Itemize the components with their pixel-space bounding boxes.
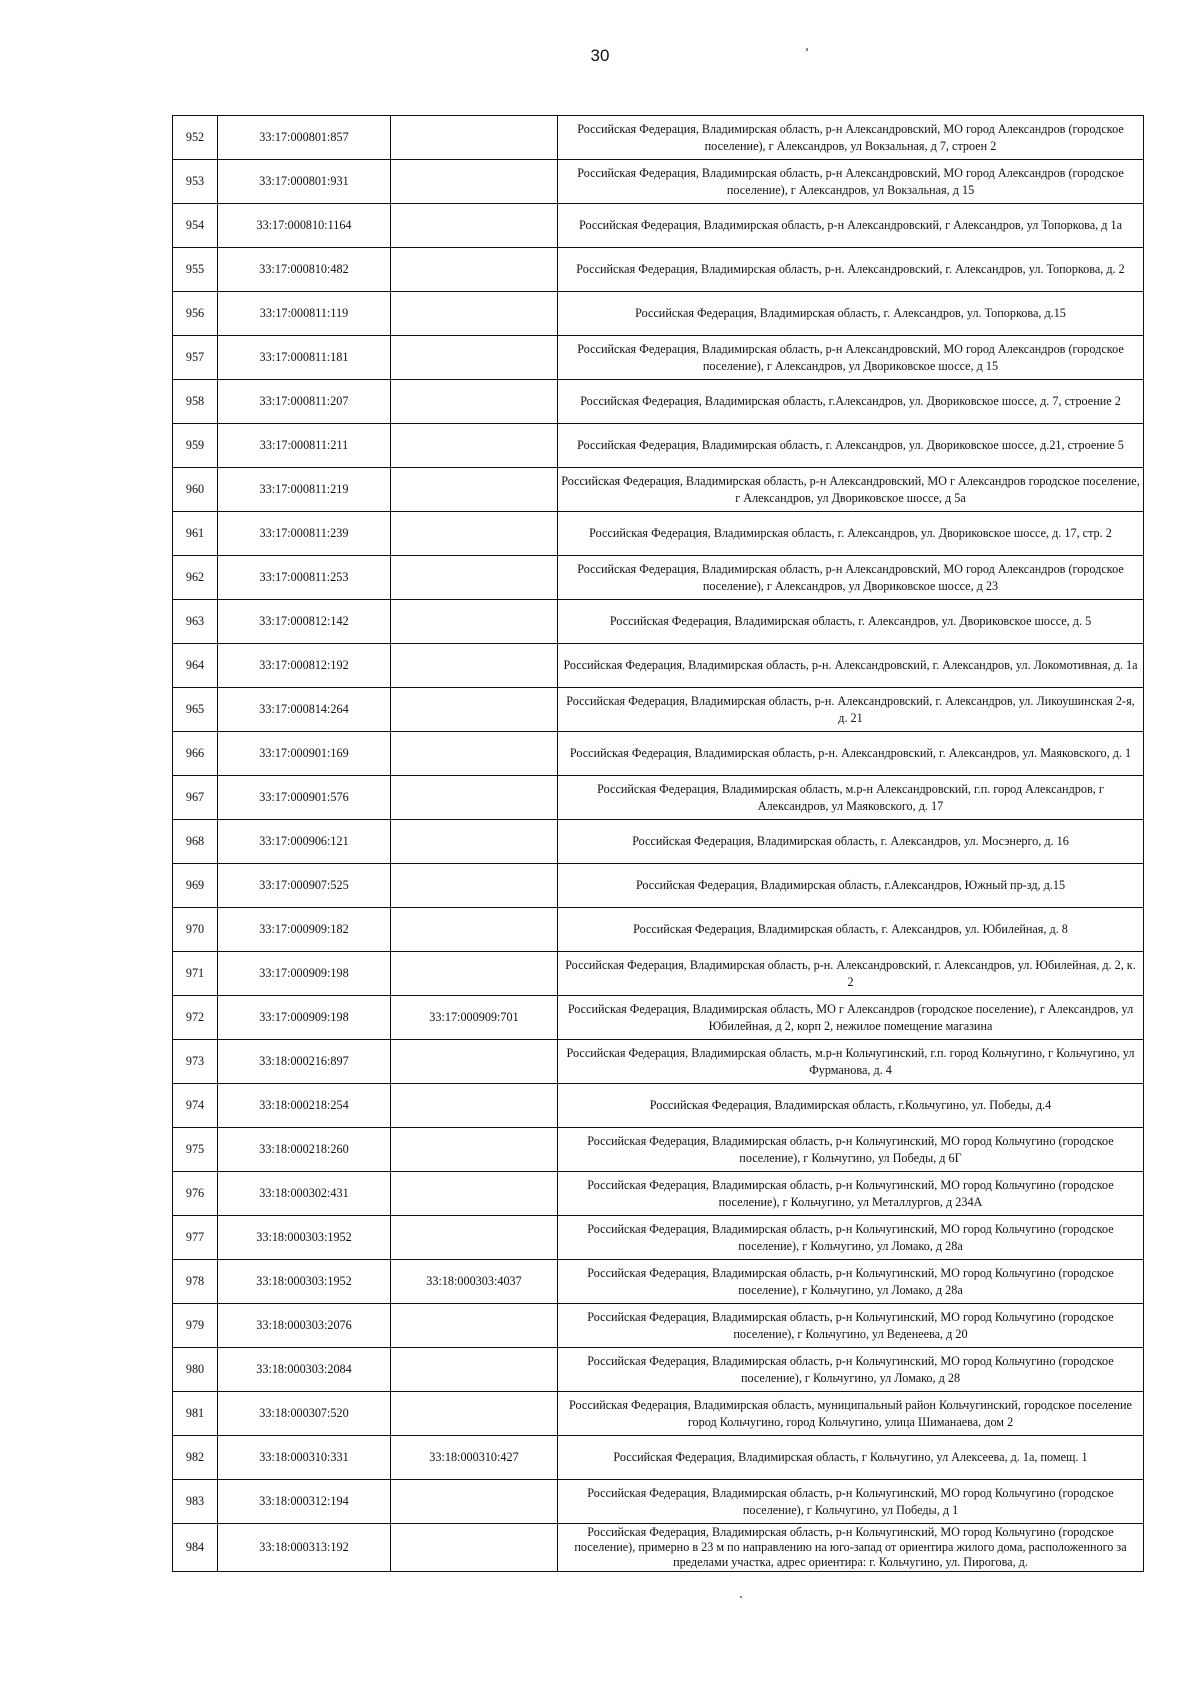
- address: Российская Федерация, Владимирская область, г. Александров, ул. Топоркова, д.15: [558, 292, 1144, 336]
- sub-cadastral-number: [391, 864, 558, 908]
- row-number: 954: [173, 204, 218, 248]
- table-row: [173, 732, 1144, 776]
- sub-cadastral-number: [391, 952, 558, 996]
- address: Российская Федерация, Владимирская область, р-н Александровский, МО город Александров (городское поселение), г Александров, ул Двориковское шоссе, д 23: [558, 556, 1144, 600]
- cadastral-number: 33:17:000811:219: [218, 468, 391, 512]
- cadastral-number: 33:18:000303:1952: [218, 1260, 391, 1304]
- table-row: [173, 336, 1144, 380]
- table-row: [173, 644, 1144, 688]
- address: Российская Федерация, Владимирская область, г Кольчугино, ул Алексеева, д. 1а, помещ. 1: [558, 1436, 1144, 1480]
- address: Российская Федерация, Владимирская область, г. Александров, ул. Двориковское шоссе, д. 5: [558, 600, 1144, 644]
- sub-cadastral-number: [391, 688, 558, 732]
- cadastral-number: 33:17:000811:181: [218, 336, 391, 380]
- row-number: 974: [173, 1084, 218, 1128]
- table-row: [173, 1304, 1144, 1348]
- sub-cadastral-number: [391, 1172, 558, 1216]
- sub-cadastral-number: [391, 380, 558, 424]
- address: Российская Федерация, Владимирская область, р-н Кольчугинский, МО город Кольчугино (городское поселение), примерно в 23 м по направлению на юго-запад от ориентира жилого дома, расположенного за пределами участка, адрес ориентира: г. Кольчугино, ул. Пирогова, д.: [558, 1524, 1144, 1572]
- sub-cadastral-number: [391, 292, 558, 336]
- cadastral-number: 33:17:000909:198: [218, 996, 391, 1040]
- sub-cadastral-number: [391, 248, 558, 292]
- cadastral-number: 33:17:000811:207: [218, 380, 391, 424]
- cadastral-number: 33:17:000811:239: [218, 512, 391, 556]
- address: Российская Федерация, Владимирская область, р-н Кольчугинский, МО город Кольчугино (городское поселение), г Кольчугино, ул Ломако, д 28а: [558, 1216, 1144, 1260]
- row-number: 975: [173, 1128, 218, 1172]
- row-number: 961: [173, 512, 218, 556]
- address: Российская Федерация, Владимирская область, м.р-н Кольчугинский, г.п. город Кольчугино, г Кольчугино, ул Фурманова, д. 4: [558, 1040, 1144, 1084]
- address: Российская Федерация, Владимирская область, МО г Александров (городское поселение), г Александров, ул Юбилейная, д 2, корп 2, нежилое помещение магазина: [558, 996, 1144, 1040]
- sub-cadastral-number: [391, 776, 558, 820]
- row-number: 970: [173, 908, 218, 952]
- table-row: [173, 1040, 1144, 1084]
- row-number: 952: [173, 116, 218, 160]
- row-number: 972: [173, 996, 218, 1040]
- sub-cadastral-number: [391, 820, 558, 864]
- table-row: [173, 512, 1144, 556]
- cadastral-number: 33:17:000909:182: [218, 908, 391, 952]
- cadastral-number: 33:17:000812:192: [218, 644, 391, 688]
- sub-cadastral-number: [391, 644, 558, 688]
- cadastral-number: 33:18:000303:1952: [218, 1216, 391, 1260]
- scan-speck: [806, 48, 808, 51]
- cadastral-number: 33:17:000801:931: [218, 160, 391, 204]
- address: Российская Федерация, Владимирская область, р-н. Александровский, г. Александров, ул. Юбилейная, д. 2, к. 2: [558, 952, 1144, 996]
- table-row: [173, 1172, 1144, 1216]
- row-number: 964: [173, 644, 218, 688]
- table-row: [173, 1260, 1144, 1304]
- address: Российская Федерация, Владимирская область, р-н. Александровский, г. Александров, ул. Локомотивная, д. 1а: [558, 644, 1144, 688]
- row-number: 976: [173, 1172, 218, 1216]
- table-row: [173, 1084, 1144, 1128]
- table-row: [173, 380, 1144, 424]
- sub-cadastral-number: [391, 160, 558, 204]
- cadastral-number: 33:17:000814:264: [218, 688, 391, 732]
- cadastral-number: 33:18:000218:254: [218, 1084, 391, 1128]
- table-row: [173, 600, 1144, 644]
- row-number: 960: [173, 468, 218, 512]
- table-row: [173, 1480, 1144, 1524]
- sub-cadastral-number: [391, 1348, 558, 1392]
- address: Российская Федерация, Владимирская область, г. Александров, ул. Юбилейная, д. 8: [558, 908, 1144, 952]
- table-row: [173, 116, 1144, 160]
- cadastral-number: 33:17:000810:482: [218, 248, 391, 292]
- table-row: [173, 776, 1144, 820]
- row-number: 962: [173, 556, 218, 600]
- cadastral-number: 33:17:000810:1164: [218, 204, 391, 248]
- table-row: [173, 204, 1144, 248]
- sub-cadastral-number: [391, 468, 558, 512]
- row-number: 981: [173, 1392, 218, 1436]
- sub-cadastral-number: [391, 1392, 558, 1436]
- address: Российская Федерация, Владимирская область, г.Александров, Южный пр-зд, д.15: [558, 864, 1144, 908]
- address: Российская Федерация, Владимирская область, р-н Кольчугинский, МО город Кольчугино (городское поселение), г Кольчугино, ул Металлургов, д 234А: [558, 1172, 1144, 1216]
- table-row: [173, 468, 1144, 512]
- sub-cadastral-number: [391, 556, 558, 600]
- sub-cadastral-number: [391, 512, 558, 556]
- cadastral-number: 33:17:000901:169: [218, 732, 391, 776]
- row-number: 963: [173, 600, 218, 644]
- sub-cadastral-number: [391, 600, 558, 644]
- sub-cadastral-number: 33:18:000310:427: [391, 1436, 558, 1480]
- row-number: 968: [173, 820, 218, 864]
- address: Российская Федерация, Владимирская область, р-н. Александровский, г. Александров, ул. Маяковского, д. 1: [558, 732, 1144, 776]
- address: Российская Федерация, Владимирская область, р-н Александровский, МО город Александров (городское поселение), г Александров, ул Двориковское шоссе, д 15: [558, 336, 1144, 380]
- table-row: [173, 1392, 1144, 1436]
- sub-cadastral-number: [391, 1216, 558, 1260]
- sub-cadastral-number: [391, 1040, 558, 1084]
- address: Российская Федерация, Владимирская область, г. Александров, ул. Мосэнерго, д. 16: [558, 820, 1144, 864]
- sub-cadastral-number: [391, 1084, 558, 1128]
- row-number: 965: [173, 688, 218, 732]
- sub-cadastral-number: [391, 1524, 558, 1572]
- table-row: [173, 908, 1144, 952]
- row-number: 979: [173, 1304, 218, 1348]
- cadastral-number: 33:17:000906:121: [218, 820, 391, 864]
- table-row: [173, 1436, 1144, 1480]
- cadastral-number: 33:18:000216:897: [218, 1040, 391, 1084]
- table-row: [173, 556, 1144, 600]
- row-number: 958: [173, 380, 218, 424]
- table-row: [173, 864, 1144, 908]
- address: Российская Федерация, Владимирская область, р-н Александровский, МО г Александров городское поселение, г Александров, ул Двориковское шоссе, д 5а: [558, 468, 1144, 512]
- address: Российская Федерация, Владимирская область, г. Александров, ул. Двориковское шоссе, д. 17, стр. 2: [558, 512, 1144, 556]
- row-number: 980: [173, 1348, 218, 1392]
- row-number: 966: [173, 732, 218, 776]
- address: Российская Федерация, Владимирская область, г.Александров, ул. Двориковское шоссе, д. 7, строение 2: [558, 380, 1144, 424]
- address: Российская Федерация, Владимирская область, р-н Александровский, МО город Александров (городское поселение), г Александров, ул Вокзальная, д 7, строен 2: [558, 116, 1144, 160]
- address: Российская Федерация, Владимирская область, р-н Александровский, г Александров, ул Топоркова, д 1а: [558, 204, 1144, 248]
- address: Российская Федерация, Владимирская область, р-н Кольчугинский, МО город Кольчугино (городское поселение), г Кольчугино, ул Ломако, д 28: [558, 1348, 1144, 1392]
- cadastral-number: 33:18:000313:192: [218, 1524, 391, 1572]
- cadastral-number: 33:18:000312:194: [218, 1480, 391, 1524]
- row-number: 957: [173, 336, 218, 380]
- row-number: 982: [173, 1436, 218, 1480]
- address: Российская Федерация, Владимирская область, г. Александров, ул. Двориковское шоссе, д.21, строение 5: [558, 424, 1144, 468]
- row-number: 969: [173, 864, 218, 908]
- sub-cadastral-number: [391, 908, 558, 952]
- cadastral-number: 33:18:000302:431: [218, 1172, 391, 1216]
- row-number: 973: [173, 1040, 218, 1084]
- cadastral-number: 33:18:000218:260: [218, 1128, 391, 1172]
- cadastral-number: 33:17:000811:119: [218, 292, 391, 336]
- table-row: [173, 688, 1144, 732]
- row-number: 959: [173, 424, 218, 468]
- address: Российская Федерация, Владимирская область, р-н Кольчугинский, МО город Кольчугино (городское поселение), г Кольчугино, ул Победы, д 6Г: [558, 1128, 1144, 1172]
- address: Российская Федерация, Владимирская область, муниципальный район Кольчугинский, городское поселение город Кольчугино, город Кольчугино, улица Шиманаева, дом 2: [558, 1392, 1144, 1436]
- address: Российская Федерация, Владимирская область, г.Кольчугино, ул. Победы, д.4: [558, 1084, 1144, 1128]
- cadastral-number: 33:17:000909:198: [218, 952, 391, 996]
- address: Российская Федерация, Владимирская область, м.р-н Александровский, г.п. город Александров, г Александров, ул Маяковского, д. 17: [558, 776, 1144, 820]
- address: Российская Федерация, Владимирская область, р-н Александровский, МО город Александров (городское поселение), г Александров, ул Вокзальная, д 15: [558, 160, 1144, 204]
- row-number: 978: [173, 1260, 218, 1304]
- address: Российская Федерация, Владимирская область, р-н. Александровский, г. Александров, ул. Ликоушинская 2-я, д. 21: [558, 688, 1144, 732]
- sub-cadastral-number: [391, 336, 558, 380]
- cadastral-number: 33:17:000811:253: [218, 556, 391, 600]
- table-row: [173, 1348, 1144, 1392]
- cadastral-number: 33:18:000307:520: [218, 1392, 391, 1436]
- cadastral-number: 33:17:000801:857: [218, 116, 391, 160]
- sub-cadastral-number: [391, 1128, 558, 1172]
- sub-cadastral-number: [391, 732, 558, 776]
- row-number: 956: [173, 292, 218, 336]
- row-number: 984: [173, 1524, 218, 1572]
- table-row: [173, 820, 1144, 864]
- table-row: [173, 248, 1144, 292]
- row-number: 953: [173, 160, 218, 204]
- cadastral-number: 33:18:000303:2084: [218, 1348, 391, 1392]
- cadastral-number: 33:17:000901:576: [218, 776, 391, 820]
- table-row: [173, 1216, 1144, 1260]
- sub-cadastral-number: [391, 204, 558, 248]
- address: Российская Федерация, Владимирская область, р-н. Александровский, г. Александров, ул. Топоркова, д. 2: [558, 248, 1144, 292]
- cadastral-number: 33:18:000310:331: [218, 1436, 391, 1480]
- sub-cadastral-number: [391, 1304, 558, 1348]
- row-number: 977: [173, 1216, 218, 1260]
- page-number: 30: [590, 46, 610, 65]
- row-number: 983: [173, 1480, 218, 1524]
- table-row: [173, 424, 1144, 468]
- table-row: [173, 1128, 1144, 1172]
- cadastral-number: 33:17:000812:142: [218, 600, 391, 644]
- address: Российская Федерация, Владимирская область, р-н Кольчугинский, МО город Кольчугино (городское поселение), г Кольчугино, ул Ломако, д 28а: [558, 1260, 1144, 1304]
- table-row: [173, 160, 1144, 204]
- property-registry-table: [172, 115, 1144, 1572]
- cadastral-number: 33:17:000907:525: [218, 864, 391, 908]
- row-number: 955: [173, 248, 218, 292]
- address: Российская Федерация, Владимирская область, р-н Кольчугинский, МО город Кольчугино (городское поселение), г Кольчугино, ул Веденеева, д 20: [558, 1304, 1144, 1348]
- table-row: [173, 1524, 1144, 1572]
- cadastral-number: 33:18:000303:2076: [218, 1304, 391, 1348]
- address: Российская Федерация, Владимирская область, р-н Кольчугинский, МО город Кольчугино (городское поселение), г Кольчугино, ул Победы, д 1: [558, 1480, 1144, 1524]
- sub-cadastral-number: 33:18:000303:4037: [391, 1260, 558, 1304]
- row-number: 967: [173, 776, 218, 820]
- table-row: [173, 292, 1144, 336]
- scan-speck: [740, 1596, 742, 1598]
- sub-cadastral-number: [391, 424, 558, 468]
- table-row: [173, 952, 1144, 996]
- sub-cadastral-number: 33:17:000909:701: [391, 996, 558, 1040]
- table-row: [173, 996, 1144, 1040]
- sub-cadastral-number: [391, 116, 558, 160]
- row-number: 971: [173, 952, 218, 996]
- sub-cadastral-number: [391, 1480, 558, 1524]
- cadastral-number: 33:17:000811:211: [218, 424, 391, 468]
